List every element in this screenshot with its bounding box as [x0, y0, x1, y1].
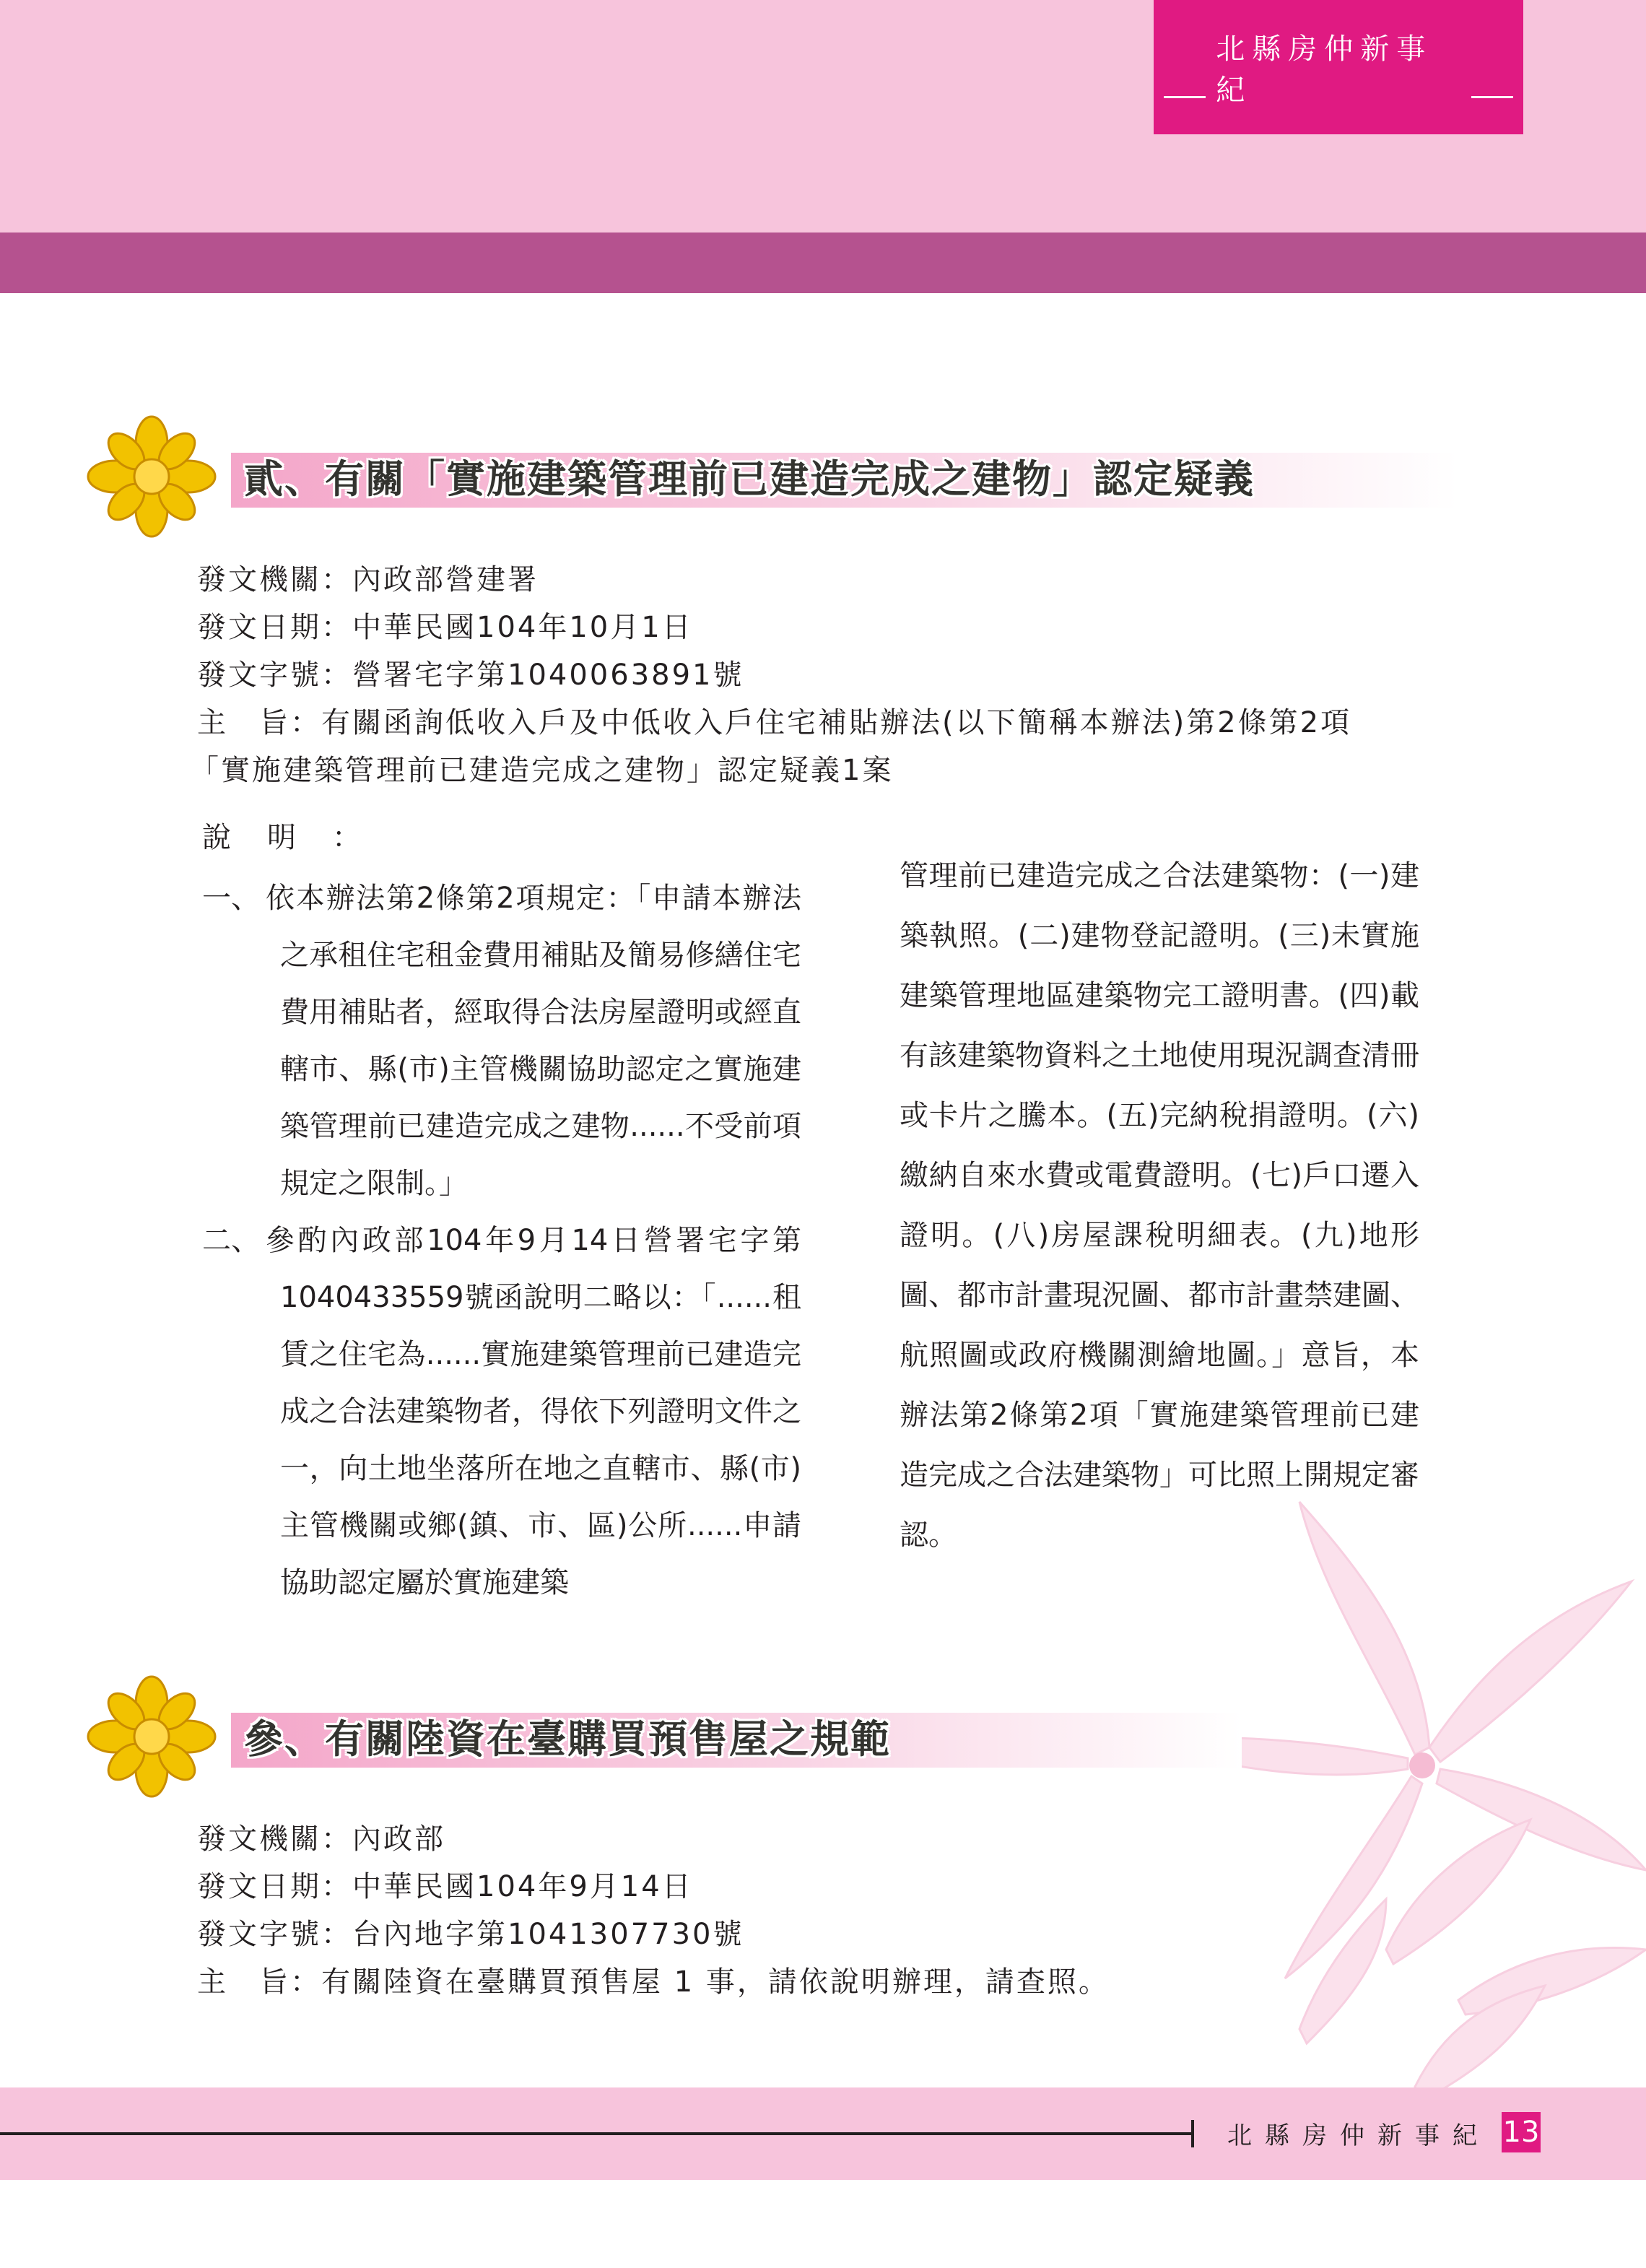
footer-label: 北縣房仲新事紀 — [1227, 2121, 1490, 2150]
meta-docno: 發文字號：營署宅字第1040063891號 — [197, 659, 744, 692]
meta-agency: 發文機關：內政部 — [197, 1822, 445, 1856]
explain-item — [202, 870, 801, 1212]
meta-subject: 主 旨：有關函詢低收入戶及中低收入戶住宅補貼辦法(以下簡稱本辦法)第2條第2項 — [197, 706, 1352, 739]
page-number: 13 — [1502, 2112, 1541, 2152]
section3-title: 參、有關陸資在臺購買預售屋之規範 — [244, 1716, 891, 1762]
footer-rule — [0, 2132, 1191, 2135]
explain-right-column: 管理前已建造完成之合法建築物：(一)建築執照。(二)建物登記證明。(三)未實施建築管理地區建築物完工證明書。(四)載有該建築物資料之土地使用現況調查清冊或卡片之騰本。(五)完納稅捐證明。(六)繳納自來水費或電費證明。(七)戶口遷入證明。(八)房屋課稅明細表。(九)地形圖、都市計畫現況圖、都市計畫禁建圖、航照圖或政府機關測繪地圖。」意旨，本辦法第2條第2項「實施建築管理前已建造完成之合法建築物」可比照上開規定審認。 — [900, 859, 1419, 1552]
explain-item — [202, 1212, 801, 1612]
section3-heading — [87, 1675, 1458, 1798]
meta-agency: 發文機關：內政部營建署 — [197, 563, 539, 596]
header-stripe — [0, 233, 1646, 293]
meta-date: 發文日期：中華民國104年9月14日 — [197, 1870, 693, 1903]
flower-watermark — [1083, 1480, 1646, 2130]
explain-left-column — [202, 870, 801, 1612]
gift-bow-icon — [87, 1675, 217, 1798]
section3-meta — [197, 1815, 1110, 2006]
item-number: 一、 — [202, 882, 260, 915]
meta-docno: 發文字號：台內地字第1041307730號 — [197, 1918, 744, 1951]
header-tab-label: 北縣房仲新事紀 — [1216, 32, 1433, 107]
section2-title: 貳、有關「實施建築管理前已建造完成之建物」認定疑義 — [244, 456, 1255, 502]
item-text: 依本辦法第2條第2項規定：「申請本辦法之承租住宅租金費用補貼及簡易修繕住宅費用補貼者，經取得合法房屋證明或經直轄市、縣(市)主管機關協助認定之實施建築管理前已建造完成之建物......不受前項規定之限制。」 — [266, 882, 801, 1200]
section2-meta — [190, 556, 1352, 794]
footer-tick — [1191, 2120, 1194, 2147]
header-tab — [1154, 0, 1523, 134]
meta-date: 發文日期：中華民國104年10月1日 — [197, 611, 693, 644]
section2-heading — [87, 415, 1458, 538]
meta-subject: 主 旨：有關陸資在臺購買預售屋 1 事，請依說明辦理，請查照。 — [197, 1965, 1110, 1999]
gift-bow-icon — [87, 415, 217, 538]
item-text: 參酌內政部104年9月14日營署宅字第1040433559號函說明二略以：「......租賃之住宅為......實施建築管理前已建造完成之合法建築物者，得依下列證明文件之一，向土地坐落所在地之直轄市、縣(市)主管機關或鄉(鎮、市、區)公所......申請協助認定屬於實施建築 — [266, 1224, 801, 1599]
explain-label: 說明： — [202, 821, 397, 854]
meta-subject-cont: 「實施建築管理前已建造完成之建物」認定疑義1案 — [190, 754, 894, 787]
item-number: 二、 — [202, 1224, 260, 1257]
